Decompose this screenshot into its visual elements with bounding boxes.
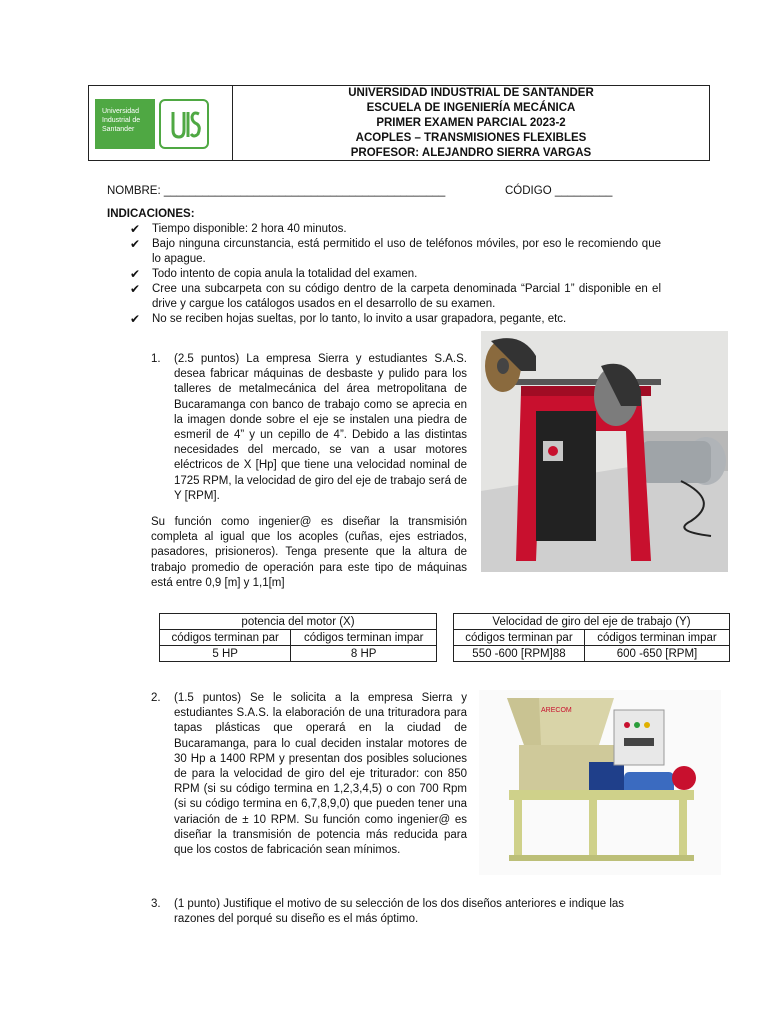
question-3-number: 3.	[151, 898, 161, 910]
table-header: códigos terminan par	[454, 630, 585, 646]
list-item	[130, 222, 661, 237]
codigo-field: CÓDIGO _________	[505, 185, 613, 197]
list-item	[130, 282, 661, 312]
indicaciones-title: INDICACIONES:	[107, 208, 195, 220]
table-cell: 5 HP	[160, 646, 291, 662]
table-motor-power	[159, 613, 437, 662]
table-cell: 600 -650 [RPM]	[584, 646, 729, 662]
header-line-exam: PRIMER EXAMEN PARCIAL 2023-2	[376, 116, 566, 129]
question-1-text-2: Su función como ingenier@ es diseñar la transmisión completa al igual que los acoples (cuñas, ejes estriados, pasadores, prisioneros). Tenga presente que la altura de trabajo promedio de operación para este tipo de máquinas está entre 0,9 [m] y 1,1[m]	[151, 516, 467, 589]
shredder-machine-image	[479, 690, 721, 875]
table-header: códigos terminan impar	[584, 630, 729, 646]
header-line-university: UNIVERSIDAD INDUSTRIAL DE SANTANDER	[348, 86, 594, 99]
university-logo	[95, 99, 155, 149]
table-cell: 8 HP	[291, 646, 437, 662]
header-titles	[233, 86, 709, 160]
list-item	[130, 267, 661, 282]
indicaciones-list	[130, 222, 661, 327]
list-item-text: Cree una subcarpeta con su código dentro de la carpeta denominada “Parcial 1” disponible en el drive y cargue los catálogos usados en el desarrollo de su examen.	[152, 283, 661, 310]
header-line-school: ESCUELA DE INGENIERÍA MECÁNICA	[366, 101, 576, 114]
header-line-subject: ACOPLES – TRANSMISIONES FLEXIBLES	[355, 131, 587, 144]
uis-seal-icon	[159, 99, 209, 149]
list-item	[130, 237, 661, 267]
check-icon: ✔	[130, 237, 141, 251]
logo-text-line: Santander	[102, 126, 135, 133]
question-1-text: (2.5 puntos) La empresa Sierra y estudiantes S.A.S. desea fabricar máquinas de desbaste y pulido para los talleres de metalmecánica del área metropolitana de Bucaramanga con banco de trabajo como se aprecia en la imagen donde sobre el eje se instalen una piedra de esmeril de 4” y un cepillo de 4”. Debido a las distintas necesidades del mercado, se van a usar motores eléctricos de X [Hp] que tiene una velocidad nominal de 1725 RPM, la velocidad de giro del eje de trabajo será de Y [RPM].	[174, 353, 467, 502]
table-header: códigos terminan impar	[291, 630, 437, 646]
grinder-machine-image	[481, 331, 728, 572]
list-item-text: No se reciben hojas sueltas, por lo tanto, lo invito a usar grapadora, pegante, etc.	[152, 313, 567, 325]
list-item-text: Bajo ninguna circunstancia, está permitido el uso de teléfonos móviles, por eso le recomiendo que lo apague.	[152, 238, 661, 265]
logo-cell	[89, 86, 233, 160]
check-icon: ✔	[130, 282, 141, 296]
check-icon: ✔	[130, 312, 141, 326]
table-title: Velocidad de giro del eje de trabajo (Y)	[454, 614, 730, 630]
nombre-field: NOMBRE: ____________________________________________	[107, 185, 446, 197]
table-title: potencia del motor (X)	[160, 614, 437, 630]
check-icon: ✔	[130, 222, 141, 236]
machine-brand-label: ARECOM	[541, 707, 572, 714]
table-cell: 550 -600 [RPM]88	[454, 646, 585, 662]
list-item	[130, 312, 661, 327]
exam-header	[88, 85, 710, 161]
logo-text-line: Universidad	[102, 108, 139, 115]
logo-text-line: Industrial de	[102, 117, 141, 124]
question-2-number: 2.	[151, 692, 161, 704]
question-2-text: (1.5 puntos) Se le solicita a la empresa Sierra y estudiantes S.A.S. la elaboración de una trituradora para tapas plásticas que operará en la ciudad de Bucaramanga, para lo cual deciden instalar motores de 30 Hp a 1400 RPM y presentan dos posibles soluciones de para la velocidad de giro del eje triturador: con 850 RPM (si su código termina en 1,2,3,4,5) o con 700 Rpm (si su código termina en 6,7,8,9,0) que pueden tener una variación de ± 10 RPM. Su función como ingenier@ es diseñar la transmisión de potencia más reducida para que los costos de fabricación sean mínimos.	[174, 692, 467, 857]
question-3-text: (1 punto) Justifique el motivo de su selección de los dos diseños anteriores e indique las razones del porqué su diseño es el más óptimo.	[174, 898, 625, 926]
question-1-number: 1.	[151, 353, 161, 365]
table-header: códigos terminan par	[160, 630, 291, 646]
list-item-text: Tiempo disponible: 2 hora 40 minutos.	[152, 223, 347, 235]
check-icon: ✔	[130, 267, 141, 281]
header-line-professor: PROFESOR: ALEJANDRO SIERRA VARGAS	[350, 146, 592, 159]
table-shaft-speed	[453, 613, 730, 662]
list-item-text: Todo intento de copia anula la totalidad del examen.	[152, 268, 418, 280]
